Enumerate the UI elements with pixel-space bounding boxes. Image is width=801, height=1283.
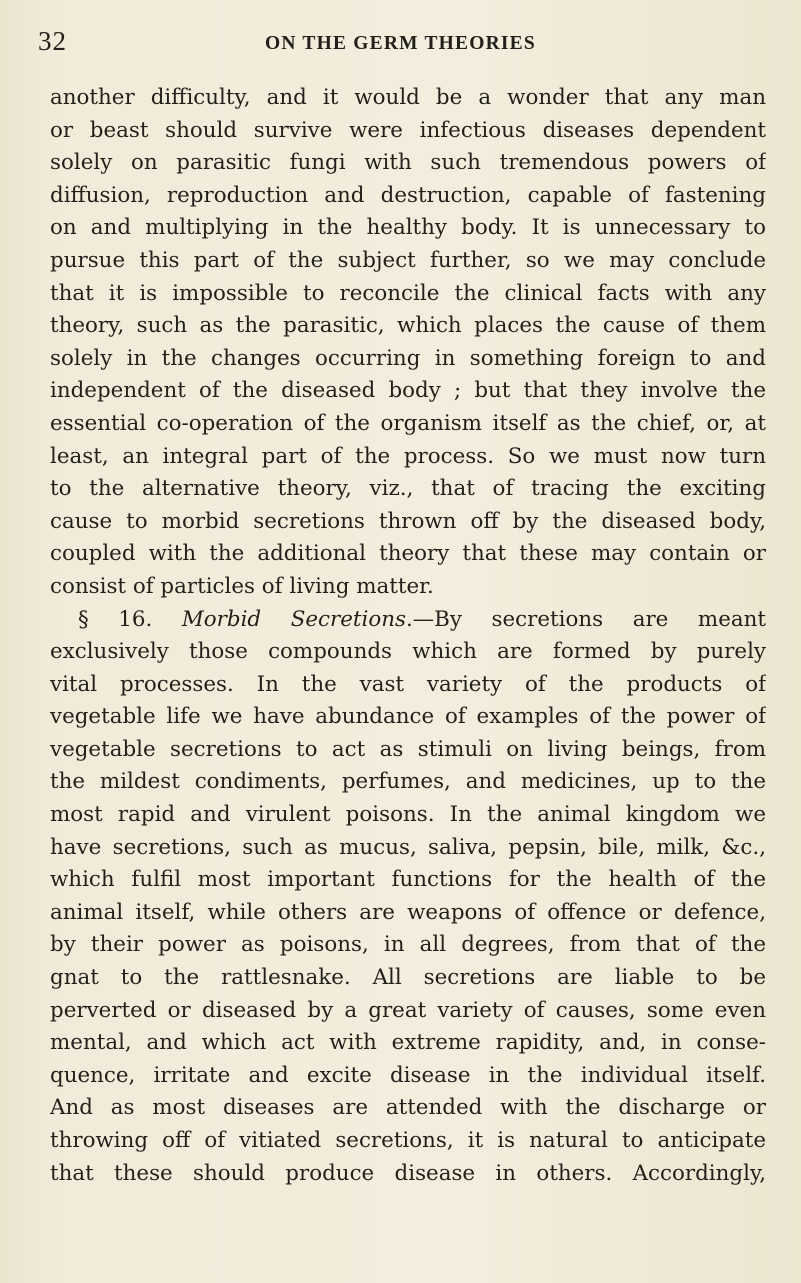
- text-line: independent of the diseased body ; but that they involve the: [50, 378, 766, 404]
- paragraph-end-line: consist of particles of living matter.: [50, 573, 434, 599]
- page-header: [0, 26, 801, 66]
- text-line: that these should produce disease in others. Accordingly,: [50, 1160, 766, 1186]
- text-line: quence, irritate and excite disease in the individual itself.: [50, 1062, 766, 1088]
- text-line: least, an integral part of the process. So we must now turn: [50, 443, 766, 469]
- text-line: solely on parasitic fungi with such tremendous powers of: [50, 150, 766, 176]
- text-line: have secretions, such as mucus, saliva, pepsin, bile, milk, &c.,: [50, 834, 766, 860]
- text-line: throwing off of vitiated secretions, it is natural to anticipate: [50, 1128, 766, 1153]
- text-line: most rapid and virulent poisons. In the animal kingdom we: [50, 802, 766, 828]
- text-line: theory, such as the parasitic, which places the cause of them: [50, 313, 766, 339]
- text-line: vegetable life we have abundance of examples of the power of: [50, 704, 766, 730]
- text-line: another difficulty, and it would be a wonder that any man: [50, 85, 766, 110]
- text-line: solely in the changes occurring in something foreign to and: [50, 345, 766, 371]
- text-line: And as most diseases are attended with the discharge or: [50, 1095, 766, 1121]
- text-line: pursue this part of the subject further, so we may conclude: [50, 247, 766, 273]
- text-line: cause to morbid secretions thrown off by the diseased body,: [50, 508, 766, 534]
- text-line: perverted or diseased by a great variety of causes, some even: [50, 997, 766, 1023]
- running-head: ON THE GERM THEORIES: [265, 33, 536, 54]
- text-line: exclusively those compounds which are formed by purely: [50, 639, 766, 665]
- text-line: that it is impossible to reconcile the clinical facts with any: [50, 280, 766, 306]
- page-number: 32: [38, 26, 67, 56]
- text-line: vital processes. In the vast variety of the products of: [50, 671, 766, 697]
- section-opening-text: —By secretions are meant: [412, 606, 766, 632]
- text-line: vegetable secretions to act as stimuli on living beings, from: [50, 736, 766, 762]
- section-title: Morbid Secretions.: [181, 606, 413, 632]
- text-line: gnat to the rattlesnake. All secretions are liable to be: [50, 965, 766, 991]
- text-line: to the alternative theory, viz., that of tracing the exciting: [50, 476, 766, 502]
- section-mark: § 16.: [78, 606, 153, 632]
- text-line: or beast should survive were infectious diseases dependent: [50, 117, 766, 143]
- section-heading-line: [50, 604, 766, 637]
- body-text: [50, 82, 766, 1190]
- text-line: mental, and which act with extreme rapidity, and, in conse-: [50, 1030, 766, 1056]
- text-line: essential co-operation of the organism itself as the chief, or, at: [50, 410, 766, 436]
- text-line: coupled with the additional theory that these may contain or: [50, 541, 766, 567]
- text-line: which fulfil most important functions for the health of the: [50, 867, 766, 893]
- text-line: on and multiplying in the healthy body. It is unnecessary to: [50, 215, 766, 241]
- text-line: by their power as poisons, in all degrees, from that of the: [50, 932, 766, 958]
- text-line: animal itself, while others are weapons of offence or defence,: [50, 899, 766, 925]
- text-line: diffusion, reproduction and destruction, capable of fastening: [50, 182, 766, 208]
- text-line: the mildest condiments, perfumes, and medicines, up to the: [50, 769, 766, 795]
